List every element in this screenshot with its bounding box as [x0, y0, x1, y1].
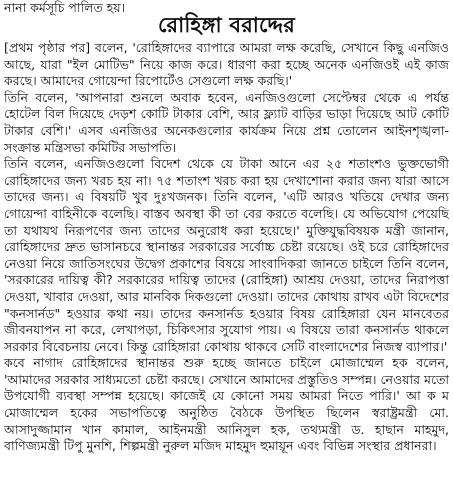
article-paragraph: কবে নাগাদ রোহিঙ্গাদের স্থানান্তর শুরু হচ্ছে জানতে চাইলে মোজাম্মেল হক বলেন, 'আমাদের সরকার সাধ্যমতো চেষ্টা করছে। সেখানে আমাদের প্রস্তুতিও সম্পন্ন। নেওয়ার মতো উপযোগী ব্যবস্থা সম্পন্ন হয়েছে। কাজেই যে কোনো সময় আমরা নিতে পারি।' আ ক ম মোজাম্মেল হকের সভাপতিত্বে অনুষ্ঠিত বৈঠকে উপস্থিত ছিলেন স্বরাষ্ট্রমন্ত্রী মো. আসাদুজ্জামান খান কামাল, আইনমন্ত্রী আনিসুল হক, তথ্যমন্ত্রী ড. হাছান মাহমুদ, বাণিজ্যমন্ত্রী টিপু মুনশি, শিল্পমন্ত্রী নুরুল মজিদ মাহমুদ হুমায়ূন এবং বিভিন্ন সংস্থার প্রধানরা।: [4, 355, 449, 454]
article-paragraph: তিনি বলেন, 'আপনারা শুনলে অবাক হবেন, এনজিওগুলো সেপ্টেম্বর থেকে এ পর্যন্ত হোটেল বিল দিয়েছে দেড়শ কোটি টাকার বেশি, আর ফ্ল্যাট বাড়ির ভাড়া দিয়েছে আট কোটি টাকার বেশি।' এসব এনজিওর অনেকগুলোর কার্যক্রম নিয়ে প্রশ্ন তোলেন আইনশৃঙ্খলা-সংক্রান্ত মন্ত্রিসভা কমিটির সভাপতি।: [4, 89, 449, 155]
article-paragraph: তিনি বলেন, এনজিওগুলো বিদেশ থেকে যে টাকা আনে এর ২৫ শতাংশও ভুক্তভোগী রোহিঙ্গাদের জন্য খরচ হয় না। ৭৫ শতাংশ খরচ করা হয় দেখাশোনা করার জন্য যারা আসে তাদের জন্য। এ বিষয়টি খুব দুঃখজনক। তিনি বলেন, 'এটি আরও খতিয়ে দেখার জন্য গোয়েন্দা বাহিনীকে বলেছি। বাস্তব অবস্থা কী তা বের করতে বলেছি। যে অভিযোগ পেয়েছি তা যথাযথ নিরূপণের জন্য তাদের অনুরোধ করা হয়েছে।' মুক্তিযুদ্ধবিষয়ক মন্ত্রী জানান, রোহিঙ্গাদের দ্রুত ভাসানচরে স্থানান্তর সরকারের সর্বোচ্চ চেষ্টা রয়েছে। ওই চরে রোহিঙ্গাদের নেওয়া নিয়ে জাতিসংঘের উদ্বেগ প্রকাশের বিষয়ে সাংবাদিকরা জানতে চাইলে তিনি বলেন, 'সরকারের দায়িত্ব কী? সরকারের দায়িত্ব তাদের (রোহিঙ্গা) আশ্রয় দেওয়া, তাদের নিরাপত্তা দেওয়া, খাবার দেওয়া, আর মানবিক দিকগুলো দেওয়া। তাদের কোথায় রাখব এটা বিদেশের "কনসার্নড" হওয়ার কথা নয়। তাদের কনসার্নড হওয়ার বিষয় রোহিঙ্গারা যেন মানবেতর জীবনযাপন না করে, লেখাপড়া, চিকিৎসার সুযোগ পায়। এ বিষয়ে তারা কনসার্নড থাকলে সরকার বিবেচনায় নেবে। কিন্তু রোহিঙ্গারা কোথায় থাকবে সেটি বাংলাদেশের নিজস্ব ব্যাপার।': [4, 156, 449, 354]
previous-article-tail: নানা কর্মসূচি পালিত হয়।: [4, 0, 126, 15]
continued-label: [প্রথম পৃষ্ঠার পর]: [4, 40, 91, 55]
article-body: [4, 40, 449, 504]
article-headline: রোহিঙ্গা বরাদ্দের: [158, 13, 295, 37]
paragraph-text: বলেন, 'রোহিঙ্গাদের ব্যাপারে আমরা লক্ষ করেছি, সেখানে কিছু এনজিও আছে, যারা "ইল মোটিভ" নিয়ে কাজ করে। ধারণা করা হচ্ছে অনেক এনজিওই এই কাজ করছে। আমাদের গোয়েন্দা রিপোর্টেও সেগুলো লক্ষ করছি।': [4, 40, 449, 89]
article-paragraph: [4, 40, 449, 90]
